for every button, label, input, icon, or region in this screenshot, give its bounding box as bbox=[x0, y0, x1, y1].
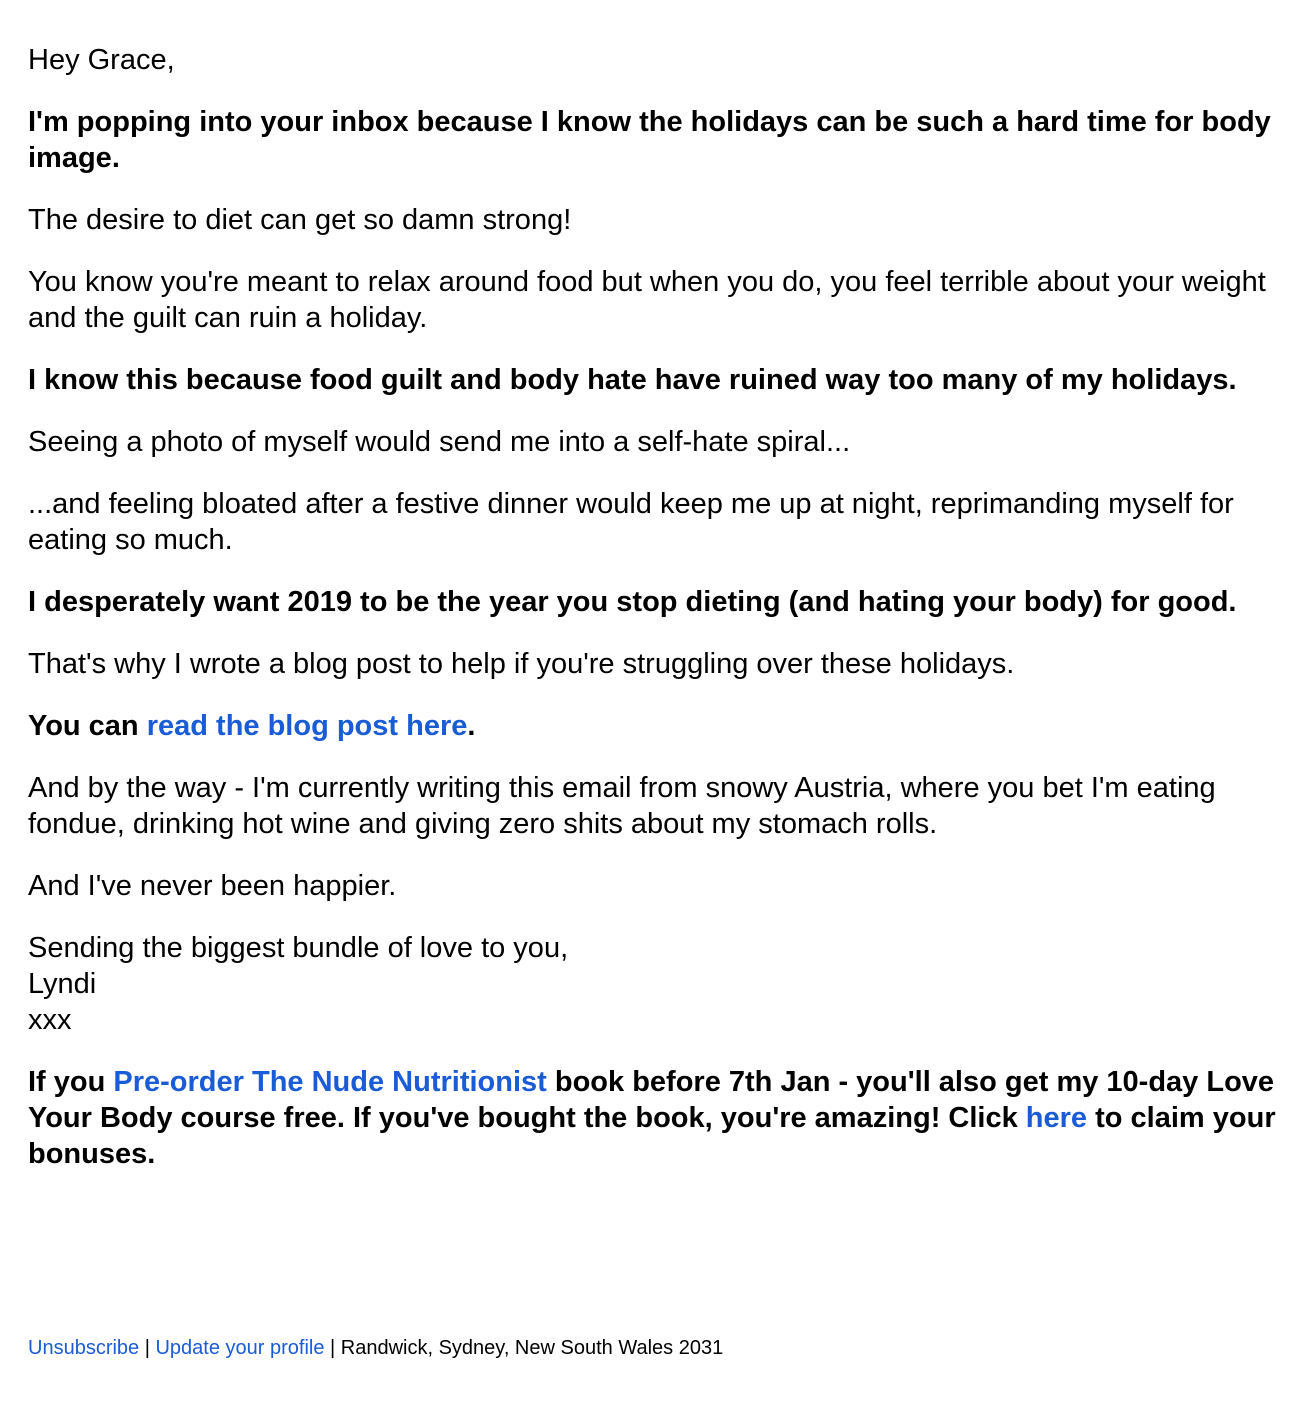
signoff bbox=[28, 930, 1278, 1038]
signoff-line: Sending the biggest bundle of love to you, bbox=[28, 932, 569, 964]
blog-cta-suffix: . bbox=[467, 710, 476, 742]
paragraph-austria: And by the way - I'm currently writing this email from snowy Austria, where you bet I'm eating fondue, drinking hot wine and giving zero shits about my stomach rolls. bbox=[28, 772, 1216, 840]
greeting: Hey Grace, bbox=[28, 44, 175, 76]
promo-part2: book before 7th Jan - you'll also get my 10-day Love Your Body course free. If you've bought the book, you're amazing! Click bbox=[28, 1066, 1275, 1134]
paragraph-ruined-holidays: I know this because food guilt and body hate have ruined way too many of my holidays. bbox=[28, 364, 1237, 396]
paragraph-intro: I'm popping into your inbox because I know the holidays can be such a hard time for body image. bbox=[28, 106, 1271, 174]
claim-bonuses-link[interactable]: here bbox=[1025, 1102, 1088, 1134]
promo-part1: If you bbox=[28, 1066, 114, 1098]
paragraph-promo bbox=[28, 1064, 1278, 1172]
paragraph-blog-post: That's why I wrote a blog post to help if you're struggling over these holidays. bbox=[28, 648, 1015, 680]
unsubscribe-link[interactable]: Unsubscribe bbox=[28, 1337, 140, 1359]
footer-separator: | bbox=[139, 1337, 156, 1359]
paragraph-happier: And I've never been happier. bbox=[28, 870, 397, 902]
paragraph-food-guilt: You know you're meant to relax around food but when you do, you feel terrible about your weight and the guilt can ruin a holiday. bbox=[28, 266, 1266, 334]
update-profile-link[interactable]: Update your profile bbox=[155, 1337, 325, 1359]
footer-address: Randwick, Sydney, New South Wales 2031 bbox=[340, 1337, 724, 1359]
blog-cta-prefix: You can bbox=[28, 710, 147, 742]
footer-separator: | bbox=[324, 1337, 341, 1359]
preorder-book-link[interactable]: Pre-order The Nude Nutritionist bbox=[113, 1066, 547, 1098]
paragraph-2019: I desperately want 2019 to be the year you stop dieting (and hating your body) for good. bbox=[28, 586, 1237, 618]
signoff-name: Lyndi bbox=[28, 968, 97, 1000]
paragraph-bloated: ...and feeling bloated after a festive dinner would keep me up at night, reprimanding myself for eating so much. bbox=[28, 488, 1234, 556]
signoff-kisses: xxx bbox=[28, 1004, 72, 1036]
read-blog-post-link[interactable]: read the blog post here bbox=[146, 710, 468, 742]
paragraph-photo: Seeing a photo of myself would send me into a self-hate spiral... bbox=[28, 426, 851, 458]
promo-part3: to claim your bonuses. bbox=[28, 1102, 1276, 1170]
paragraph-diet-desire: The desire to diet can get so damn strong! bbox=[28, 204, 572, 236]
email-footer bbox=[28, 1335, 723, 1361]
paragraph-blog-cta bbox=[28, 708, 1278, 744]
